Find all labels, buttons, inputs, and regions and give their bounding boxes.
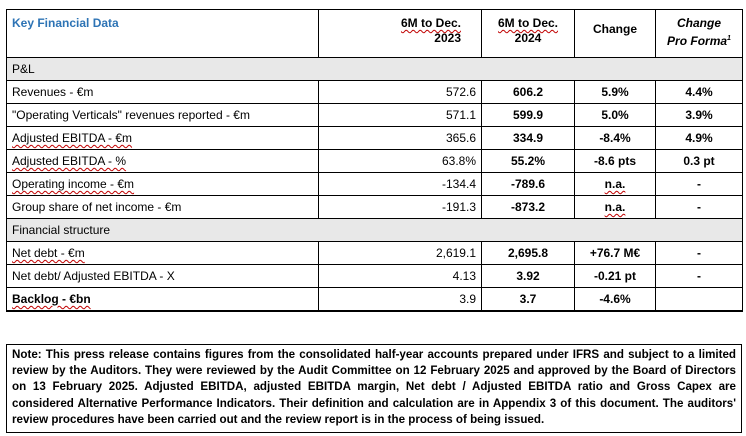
value-2024: -873.2 — [482, 196, 575, 219]
table-row — [7, 288, 743, 311]
value-change: -8.4% — [575, 127, 656, 150]
row-label: Net debt/ Adjusted EBITDA - X — [7, 265, 319, 288]
value-2024: 606.2 — [482, 81, 575, 104]
value-pro-forma: 0.3 pt — [656, 150, 743, 173]
value-2024: 3.7 — [482, 288, 575, 311]
row-label: Adjusted EBITDA - % — [7, 150, 319, 173]
table-row — [7, 81, 743, 104]
table-row — [7, 173, 743, 196]
column-header-change: Change — [575, 10, 656, 58]
value-2023: 571.1 — [319, 104, 482, 127]
row-label: Operating income - €m — [7, 173, 319, 196]
column-header-pro-forma: Change Pro Forma$^1$ — [656, 10, 743, 58]
row-label: Net debt - €m — [7, 242, 319, 265]
table-row — [7, 150, 743, 173]
table-row — [7, 127, 743, 150]
key-financial-data-table — [6, 9, 743, 312]
value-change: -0.21 pt — [575, 265, 656, 288]
value-change: -8.6 pts — [575, 150, 656, 173]
value-2024: 599.9 — [482, 104, 575, 127]
value-2024: 55.2% — [482, 150, 575, 173]
table-row — [7, 196, 743, 219]
column-header-2023: 6M to Dec. 2023 — [319, 10, 482, 58]
value-pro-forma: 4.4% — [656, 81, 743, 104]
value-2023: 4.13 — [319, 265, 482, 288]
value-2024: -789.6 — [482, 173, 575, 196]
value-2023: 572.6 — [319, 81, 482, 104]
value-change: n.a. — [575, 173, 656, 196]
value-change: n.a. — [575, 196, 656, 219]
value-2024: 2,695.8 — [482, 242, 575, 265]
row-label: Adjusted EBITDA - €m — [7, 127, 319, 150]
value-2024: 334.9 — [482, 127, 575, 150]
value-change: -4.6% — [575, 288, 656, 311]
row-label: Revenues - €m — [7, 81, 319, 104]
value-2023: 3.9 — [319, 288, 482, 311]
row-label: "Operating Verticals" revenues reported - €m — [7, 104, 319, 127]
value-pro-forma: - — [656, 196, 743, 219]
table-header-row — [7, 10, 743, 58]
value-pro-forma: - — [656, 242, 743, 265]
value-pro-forma: - — [656, 265, 743, 288]
value-change: 5.0% — [575, 104, 656, 127]
row-label: Group share of net income - €m — [7, 196, 319, 219]
value-pro-forma: 3.9% — [656, 104, 743, 127]
value-change: +76.7 M€ — [575, 242, 656, 265]
section-row-pl — [7, 58, 743, 81]
value-2024: 3.92 — [482, 265, 575, 288]
value-pro-forma: 4.9% — [656, 127, 743, 150]
value-pro-forma — [656, 288, 743, 311]
disclaimer-note: Note: This press release contains figures from the consolidated half-year accounts prepared under IFRS and subject to a limited review by the Auditors. They were reviewed by the Audit Committee on 12 February 2025 and approved by the Board of Directors on 13 February 2025. Adjusted EBITDA, adjusted EBITDA margin, Net debt / Adjusted EBITDA ratio and Gross Capex are considered Alternative Performance Indicators. Their definition and calculation are in Appendix 3 of this document. The auditors' review procedures have been carried out and the review report is in the process of being issued. — [6, 344, 742, 433]
table-title: Key Financial Data — [7, 10, 319, 58]
table-row — [7, 242, 743, 265]
value-2023: 365.6 — [319, 127, 482, 150]
table-row — [7, 104, 743, 127]
section-row-financial-structure — [7, 219, 743, 242]
section-label: P&L — [7, 58, 743, 81]
value-pro-forma: - — [656, 173, 743, 196]
section-label: Financial structure — [7, 219, 743, 242]
value-2023: -191.3 — [319, 196, 482, 219]
value-2023: 2,619.1 — [319, 242, 482, 265]
table-row — [7, 265, 743, 288]
row-label: Backlog - €bn — [7, 288, 319, 311]
column-header-2024: 6M to Dec. 2024 — [482, 10, 575, 58]
value-change: 5.9% — [575, 81, 656, 104]
value-2023: 63.8% — [319, 150, 482, 173]
value-2023: -134.4 — [319, 173, 482, 196]
